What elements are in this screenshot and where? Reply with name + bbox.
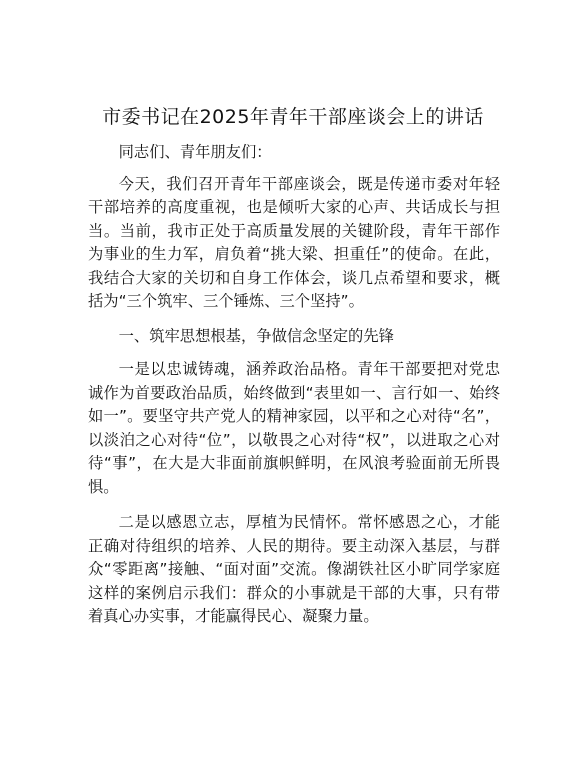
point-two-paragraph: 二是以感恩立志，厚植为民情怀。常怀感恩之心，才能正确对待组织的培养、人民的期待。要主动深入基层，与群众“零距离”接触、“面对面”交流。像湖铁社区小旷同学家庭这样的案例启示我们：群众的小事就是干部的大事，只有带着真心办实事，才能赢得民心、凝聚力量。	[88, 513, 500, 625]
greeting-paragraph: 同志们、青年朋友们：	[118, 143, 272, 161]
document-title: 市委书记在2025年青年干部座谈会上的讲话	[102, 106, 484, 128]
intro-paragraph: 今天，我们召开青年干部座谈会，既是传递市委对年轻干部培养的高度重视，也是倾听大家的心声、共话成长与担当。当前，我市正处于高质量发展的关键阶段，青年干部作为事业的生力军，肩负着“挑大梁、担重任”的使命。在此，我结合大家的关切和自身工作体会，谈几点希望和要求，概括为“三个筑牢、三个锤炼、三个坚持”。	[88, 174, 500, 310]
section-heading: 一、筑牢思想根基，争做信念坚定的先锋	[118, 326, 394, 345]
point-one-paragraph: 一是以忠诚铸魂，涵养政治品格。青年干部要把对党忠诚作为首要政治品质，始终做到“表里如一、言行如一、始终如一”。要坚守共产党人的精神家园，以平和之心对待“名”，以淡泊之心对待“位”，以敬畏之心对待“权”，以进取之心对待“事”，在大是大非面前旗帜鲜明，在风浪考验面前无所畏惧。	[88, 360, 500, 496]
document-body	[88, 141, 500, 629]
